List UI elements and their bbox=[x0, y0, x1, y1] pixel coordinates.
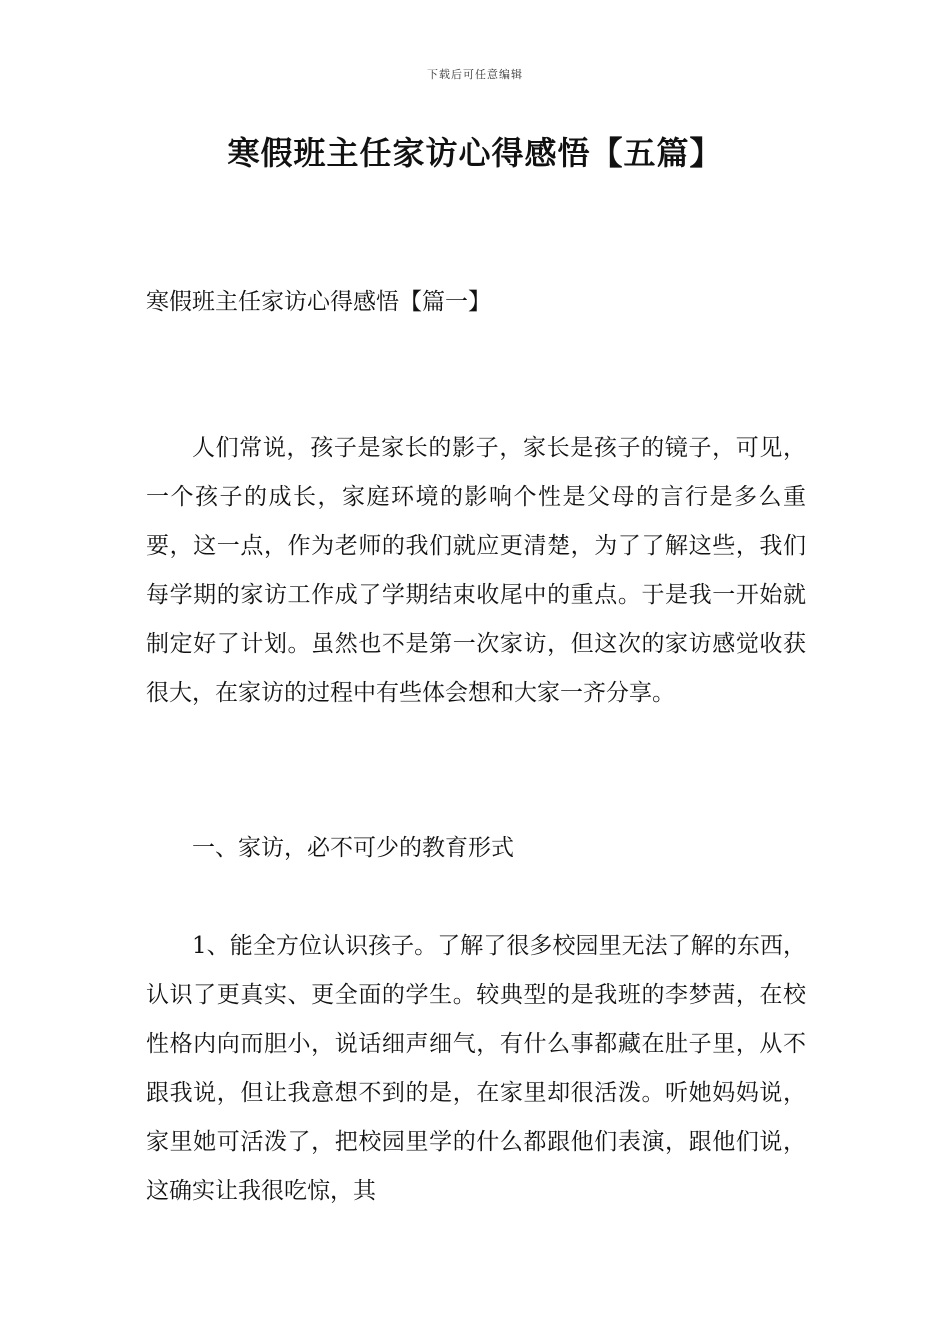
header-note: 下载后可任意编辑 bbox=[427, 68, 523, 81]
paragraph-point-1: 1、能全方位认识孩子。了解了很多校园里无法了解的东西，认识了更真实、更全面的学生。较典型的是我班的李梦茜，在校性格内向而胆小，说话细声细气，有什么事都藏在肚子里，从不跟我说，但让我意想不到的是，在家里却很活泼。听她妈妈说，家里她可活泼了，把校园里学的什么都跟他们表演，跟他们说，这确实让我很吃惊，其 bbox=[146, 933, 806, 1204]
subheading-home-visit: 一、家访，必不可少的教育形式 bbox=[192, 835, 514, 861]
section-title: 寒假班主任家访心得感悟【篇一】 bbox=[146, 289, 491, 315]
paragraph-intro: 人们常说，孩子是家长的影子，家长是孩子的镜子，可见，一个孩子的成长，家庭环境的影响个性是父母的言行是多么重要，这一点，作为老师的我们就应更清楚，为了了解这些，我们每学期的家访工作成了学期结束收尾中的重点。于是我一开始就制定好了计划。虽然也不是第一次家访，但这次的家访感觉收获很大，在家访的过程中有些体会想和大家一齐分享。 bbox=[146, 435, 806, 706]
document-title: 寒假班主任家访心得感悟【五篇】 bbox=[227, 134, 723, 172]
